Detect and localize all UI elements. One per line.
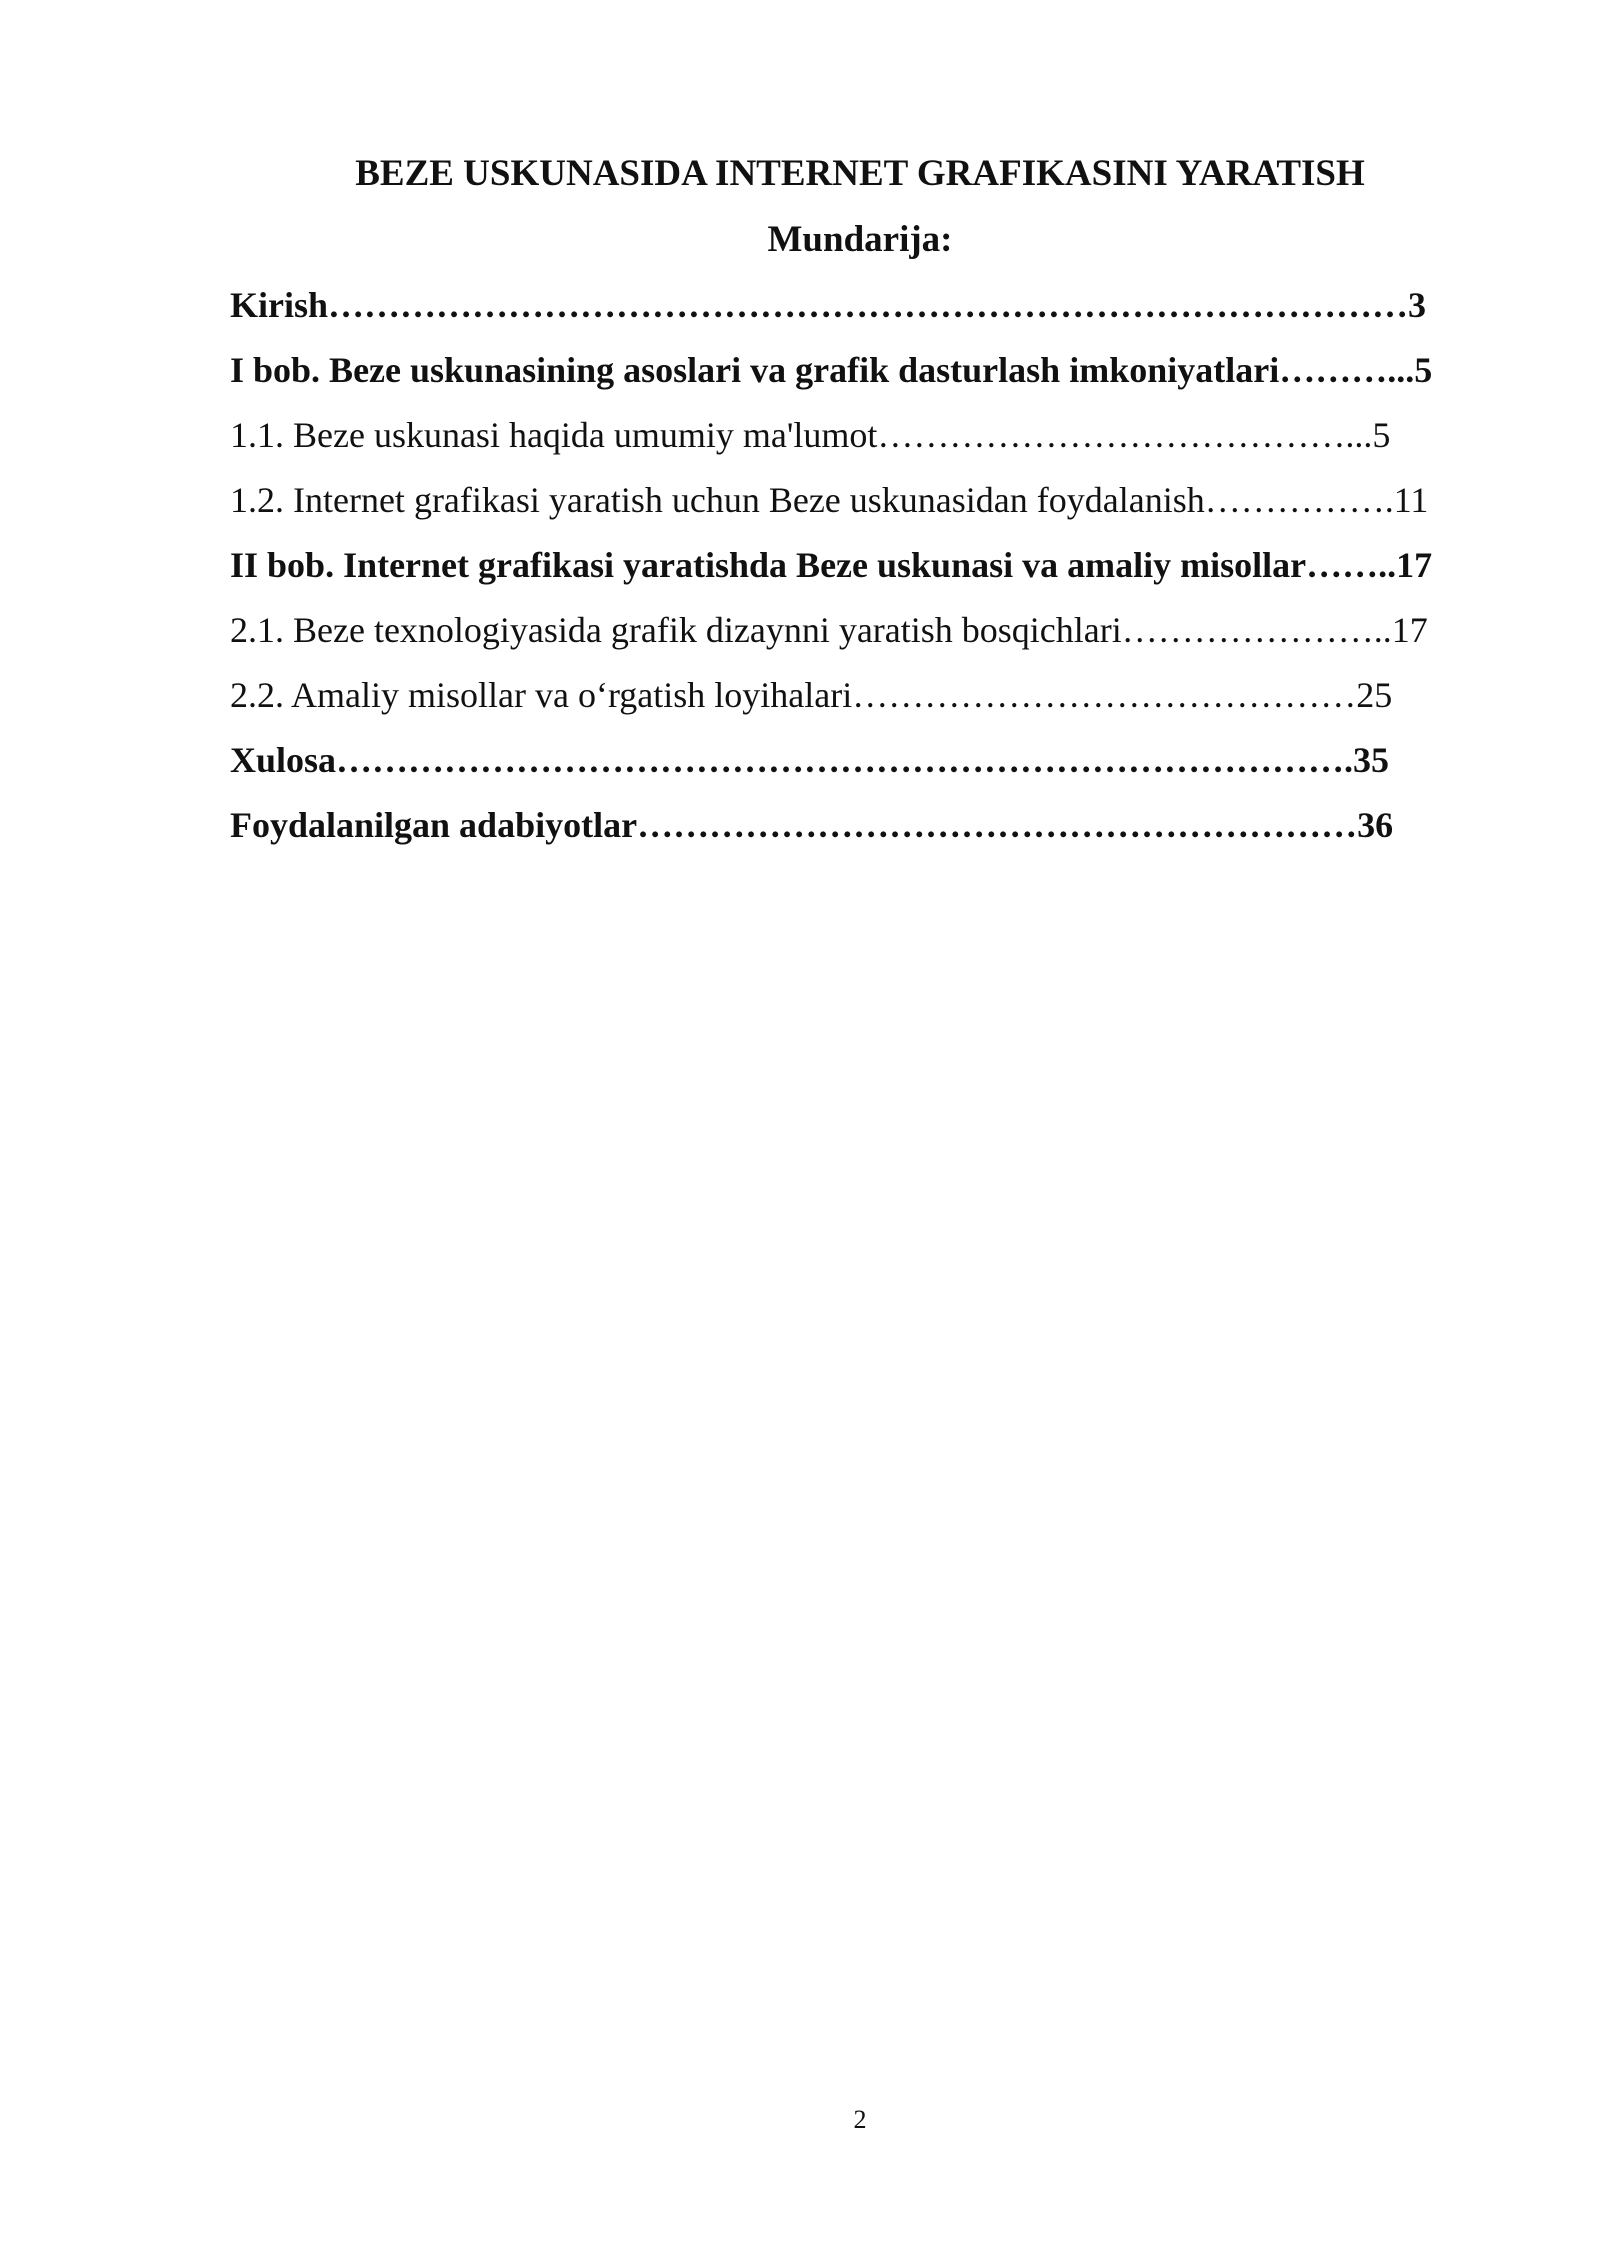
toc-entry-chapter-1: I bob. Beze uskunasining asoslari va grafik dasturlash imkoniyatlari………...5 [230, 350, 1433, 390]
toc-entry-section-2-1: 2.1. Beze texnologiyasida grafik dizaynni yaratish bosqichlari…………………..17 [230, 610, 1428, 650]
toc-heading: Mundarija: [767, 219, 953, 260]
document-title: BEZE USKUNASIDA INTERNET GRAFIKASINI YARATISH [355, 153, 1365, 194]
table-of-contents [230, 281, 1490, 866]
page-number: 2 [853, 2105, 867, 2134]
toc-entry-xulosa: Xulosa………………………………………………………………………….35 [230, 740, 1390, 780]
toc-entry-section-1-1: 1.1. Beze uskunasi haqida umumiy ma'lumot…………………………………...5 [230, 415, 1391, 455]
toc-entry-references: Foydalanilgan adabiyotlar……………………………………………………36 [230, 805, 1394, 845]
toc-entry-kirish: Kirish………………………………………………………………………………3 [230, 285, 1427, 325]
toc-entry-section-1-2: 1.2. Internet grafikasi yaratish uchun Beze uskunasidan foydalanish…………….11 [230, 480, 1429, 520]
toc-entry-section-2-2: 2.2. Amaliy misollar va o‘rgatish loyihalari……………………………………25 [230, 675, 1393, 715]
toc-entry-chapter-2: II bob. Internet grafikasi yaratishda Beze uskunasi va amaliy misollar……..17 [230, 545, 1433, 585]
